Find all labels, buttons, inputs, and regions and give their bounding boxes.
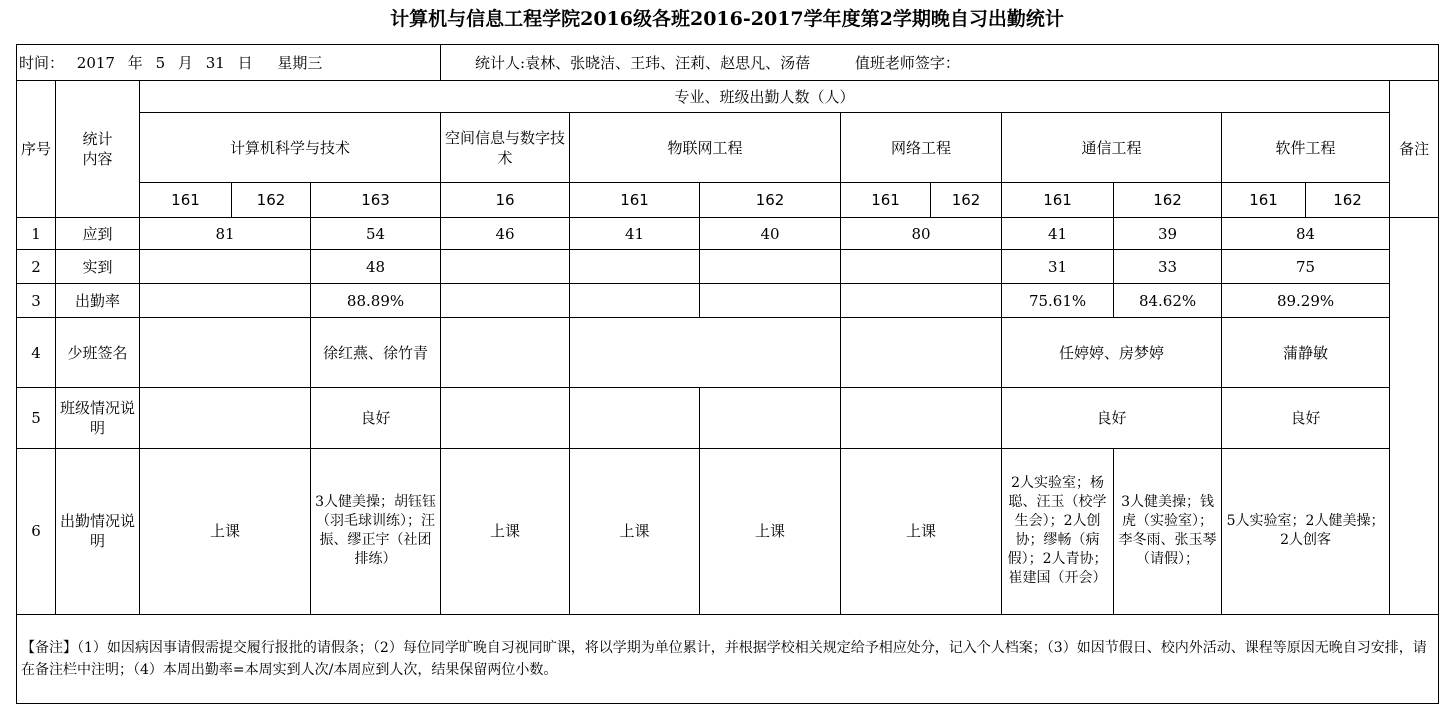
major-cs: 计算机科学与技术: [140, 113, 441, 183]
row-label: 应到: [56, 218, 140, 250]
class-comm-161: 161: [1002, 183, 1114, 218]
row-seq: 4: [17, 318, 56, 388]
remark-header: 备注: [1390, 81, 1439, 218]
cell-cs-161-162: 81: [140, 218, 311, 250]
time-cell: [17, 45, 441, 81]
cell-software: 5人实验室；2人健美操；2人创客: [1222, 448, 1390, 614]
meta-row: [17, 45, 1439, 81]
row-seq: 1: [17, 218, 56, 250]
cell-network: [841, 388, 1002, 448]
cell-comm-161: 31: [1002, 250, 1114, 284]
cell-cs-161-162: [140, 388, 311, 448]
cell-iot-161: [570, 388, 700, 448]
notes-text: 【备注】（1）如因病因事请假需提交履行报批的请假条；（2）每位同学旷晚自习视同旷课，将以学期为单位累计，并根据学校相关规定给予相应处分，记入个人档案；（3）如因节假日、校内外活动、课程等原因无晚自习安排，请在备注栏中注明；（4）本周出勤率=本周实到人次/本周应到人次，结果保留两位小数。: [17, 614, 1439, 703]
class-cs-163: 163: [311, 183, 441, 218]
class-cs-162: 162: [232, 183, 311, 218]
cell-iot-162: [700, 388, 841, 448]
class-space-16: 16: [441, 183, 570, 218]
major-software: 软件工程: [1222, 113, 1390, 183]
group-header: 专业、班级出勤人数（人）: [140, 81, 1390, 113]
cell-software: 良好: [1222, 388, 1390, 448]
month-unit: 月: [177, 53, 193, 72]
cell-comm-162: 3人健美操；钱虎（实验室）；李冬雨、张玉琴（请假）；: [1114, 448, 1222, 614]
table-row: [17, 284, 1439, 318]
table-row: [17, 218, 1439, 250]
time-label: 时间：: [19, 53, 65, 72]
class-net-161: 161: [841, 183, 931, 218]
cell-space: [441, 250, 570, 284]
month-value: 5: [155, 53, 166, 72]
table-row: [17, 448, 1439, 614]
cell-space: [441, 284, 570, 318]
cell-cs-161-162: [140, 318, 311, 388]
cell-space: 上课: [441, 448, 570, 614]
major-network: 网络工程: [841, 113, 1002, 183]
year-value: 2017: [76, 53, 115, 72]
cell-iot-161: 上课: [570, 448, 700, 614]
counters-text: 统计人:袁林、张晓洁、王玮、汪莉、赵思凡、汤蓓: [475, 53, 811, 72]
cell-cs-161-162: [140, 284, 311, 318]
notes-row: [17, 614, 1439, 703]
row-label: 出勤率: [56, 284, 140, 318]
cell-cs-163: 徐红燕、徐竹青: [311, 318, 441, 388]
cell-software: 84: [1222, 218, 1390, 250]
cell-network: [841, 318, 1002, 388]
class-net-162: 162: [931, 183, 1002, 218]
cell-iot: [570, 318, 841, 388]
class-iot-161: 161: [570, 183, 700, 218]
row-seq: 5: [17, 388, 56, 448]
table-row: [17, 318, 1439, 388]
cell-space: [441, 388, 570, 448]
cell-iot-162: 上课: [700, 448, 841, 614]
cell-cs-163: 88.89%: [311, 284, 441, 318]
teacher-sign-label: 值班老师签字：: [854, 53, 960, 72]
attendance-table: [16, 44, 1439, 704]
class-soft-162: 162: [1306, 183, 1390, 218]
seq-header: 序号: [17, 81, 56, 218]
cell-network: 80: [841, 218, 1002, 250]
cell-software: 75: [1222, 250, 1390, 284]
row-label: 少班签名: [56, 318, 140, 388]
content-header: 统计 内容: [56, 81, 140, 218]
major-iot: 物联网工程: [570, 113, 841, 183]
counters-cell: [441, 45, 1439, 81]
sheet-title: 计算机与信息工程学院2016级各班2016-2017学年度第2学期晚自习出勤统计: [390, 8, 1064, 30]
class-soft-161: 161: [1222, 183, 1306, 218]
cell-cs-163: 48: [311, 250, 441, 284]
table-row: [17, 250, 1439, 284]
header-row-1: [17, 81, 1439, 113]
major-comm: 通信工程: [1002, 113, 1222, 183]
row-seq: 2: [17, 250, 56, 284]
class-comm-162: 162: [1114, 183, 1222, 218]
cell-cs-163: 良好: [311, 388, 441, 448]
cell-software: 蒲静敏: [1222, 318, 1390, 388]
class-iot-162: 162: [700, 183, 841, 218]
cell-comm: 良好: [1002, 388, 1222, 448]
cell-network: [841, 250, 1002, 284]
cell-network: 上课: [841, 448, 1002, 614]
cell-cs-163: 54: [311, 218, 441, 250]
major-space: 空间信息与数字技术: [441, 113, 570, 183]
table-row: [17, 388, 1439, 448]
weekday: 星期三: [277, 53, 323, 72]
day-unit: 日: [237, 53, 253, 72]
cell-comm-162: 33: [1114, 250, 1222, 284]
cell-iot-161: [570, 284, 700, 318]
cell-iot-161: [570, 250, 700, 284]
row-label: 出勤情况说明: [56, 448, 140, 614]
cell-space: 46: [441, 218, 570, 250]
remark-cell: [1390, 218, 1439, 615]
day-value: 31: [205, 53, 225, 72]
row-seq: 6: [17, 448, 56, 614]
class-cs-161: 161: [140, 183, 232, 218]
cell-cs-163: 3人健美操；胡钰钰（羽毛球训练）；汪振、缪正宇（社团排练）: [311, 448, 441, 614]
cell-iot-162: [700, 250, 841, 284]
cell-cs-161-162: 上课: [140, 448, 311, 614]
cell-network: [841, 284, 1002, 318]
row-seq: 3: [17, 284, 56, 318]
cell-iot-162: [700, 284, 841, 318]
cell-cs-161-162: [140, 250, 311, 284]
cell-comm-161: 2人实验室；杨聪、汪玉（校学生会）；2人创协；缪畅（病假）；2人青协；崔建国（开会）: [1002, 448, 1114, 614]
row-label: 实到: [56, 250, 140, 284]
cell-comm-161: 41: [1002, 218, 1114, 250]
cell-iot-162: 40: [700, 218, 841, 250]
cell-comm-161: 75.61%: [1002, 284, 1114, 318]
cell-comm-162: 84.62%: [1114, 284, 1222, 318]
header-row-majors: [17, 113, 1439, 183]
cell-iot-161: 41: [570, 218, 700, 250]
cell-space: [441, 318, 570, 388]
cell-comm: 任婷婷、房梦婷: [1002, 318, 1222, 388]
year-unit: 年: [127, 53, 143, 72]
header-row-classes: [17, 183, 1439, 218]
row-label: 班级情况说明: [56, 388, 140, 448]
cell-software: 89.29%: [1222, 284, 1390, 318]
cell-comm-162: 39: [1114, 218, 1222, 250]
